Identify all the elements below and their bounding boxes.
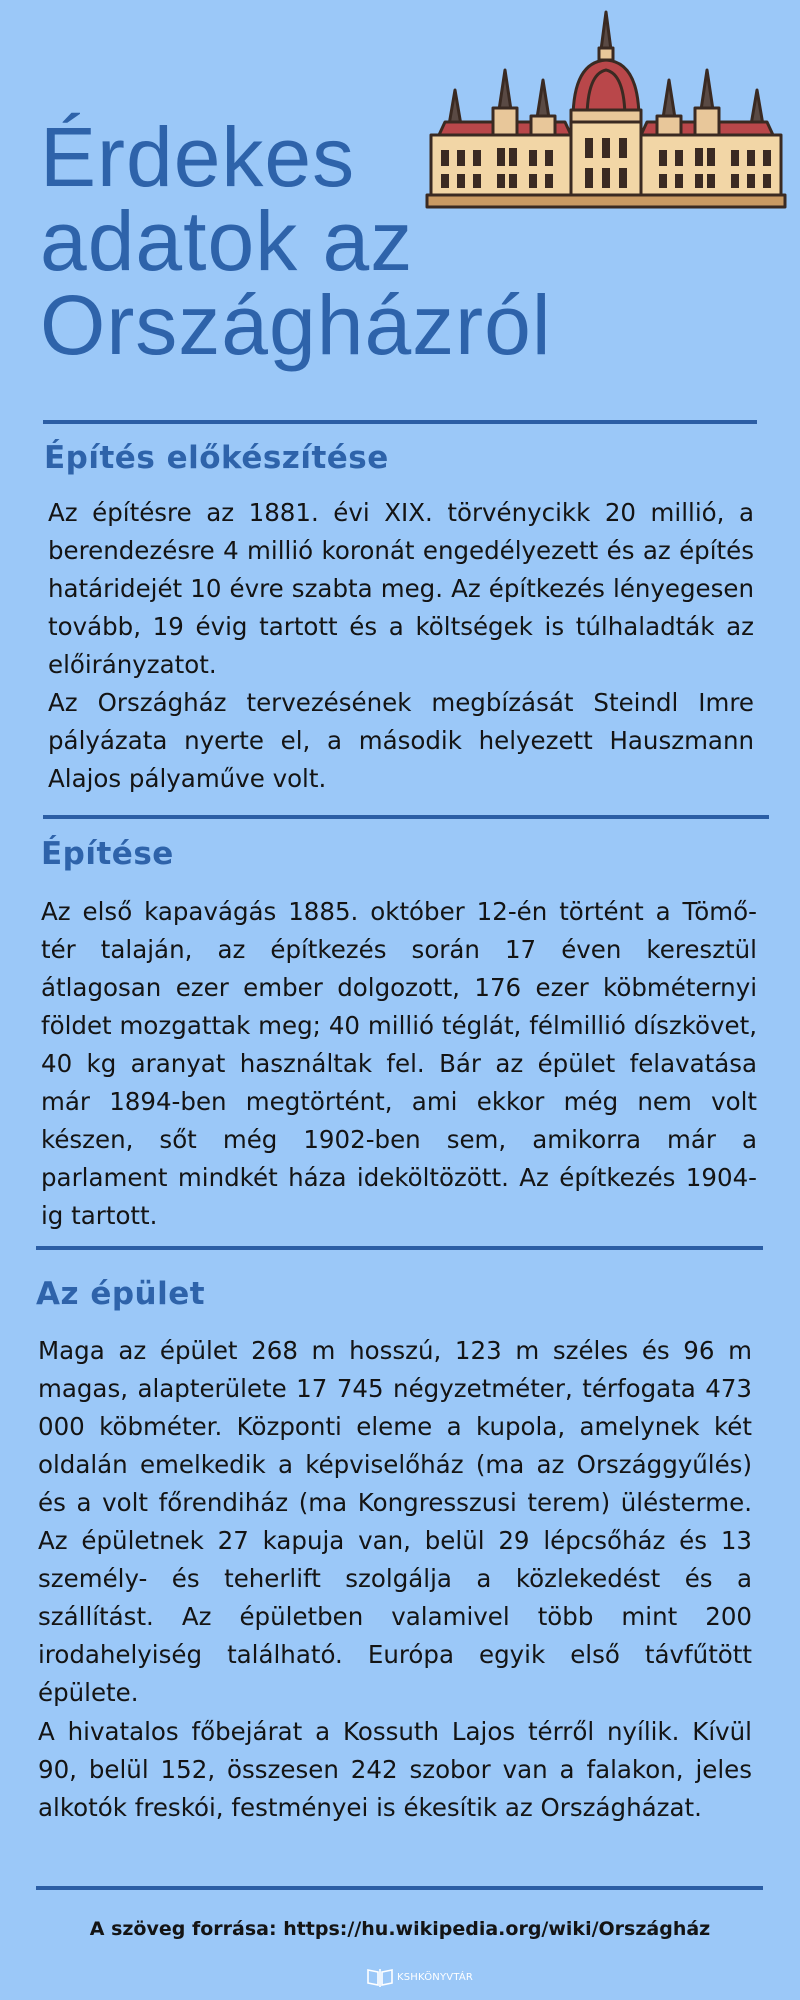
divider [43,815,769,819]
section-paragraph: Az első kapavágás 1885. október 12-én történt a Tömő-tér talaján, az építkezés során 17 éven keresztül átlagosan ezer ember dolgozott, 176 ezer köbméternyi földet mozgattak meg; 40 millió téglát, félmillió díszkövet, 40 kg aranyat használtak fel. Bár az épület felavatása már 1894-ben megtörtént, ami ekkor még nem volt készen, sőt még 1902-ben sem, amikorra már a parlament mindkét háza ideköltözött. Az építkezés 1904-ig tartott. [41,897,757,1230]
section-paragraph: Az Országház tervezésének megbízását Steindl Imre pályázata nyerte el, a második helyezett Hauszmann Alajos pályaműve volt. [48,688,754,793]
divider [43,420,757,424]
parliament-building-icon [425,10,787,210]
divider [36,1886,763,1890]
divider [36,1246,763,1250]
section-paragraph: Az építésre az 1881. évi XIX. törvénycikk 20 millió, a berendezésre 4 millió koronát engedélyezett és az építés határidejét 10 évre szabta meg. Az építkezés lényegesen tovább, 19 évig tartott és a költségek is túlhaladták az előirányzatot. [48,498,754,679]
section-heading: Az épület [36,1276,206,1312]
book-logo-icon [366,1966,394,1988]
section-heading: Építés előkészítése [44,440,389,476]
library-logo [366,1966,473,1988]
logo-text: KSHKÖNYVTÁR [397,1971,474,1983]
section-heading: Építése [41,836,174,872]
page-title: Érdekes adatok az Országházról [40,110,552,372]
section-paragraph: Maga az épület 268 m hosszú, 123 m széles és 96 m magas, alapterülete 17 745 négyzetméter, térfogata 473 000 köbméter. Központi eleme a kupola, amelynek két oldalán emelkedik a képviselőház (ma az Országgyűlés) és a volt főrendiház (ma Kongresszusi terem) ülésterme. Az épületnek 27 kapuja van, belül 29 lépcsőház és 13 személy- és teherlift szolgálja a közlekedést és a szállítást. Az épületben valamivel több mint 200 irodahelyiség található. Európa egyik első távfűtött épülete. [38,1336,752,1707]
source-footer: A szöveg forrása: https://hu.wikipedia.org/wiki/Országház [89,1918,711,1940]
section-paragraph: A hivatalos főbejárat a Kossuth Lajos térről nyílik. Kívül 90, belül 152, összesen 242 szobor van a falakon, jeles alkotók freskói, festményei is ékesítik az Országházat. [38,1717,752,1822]
